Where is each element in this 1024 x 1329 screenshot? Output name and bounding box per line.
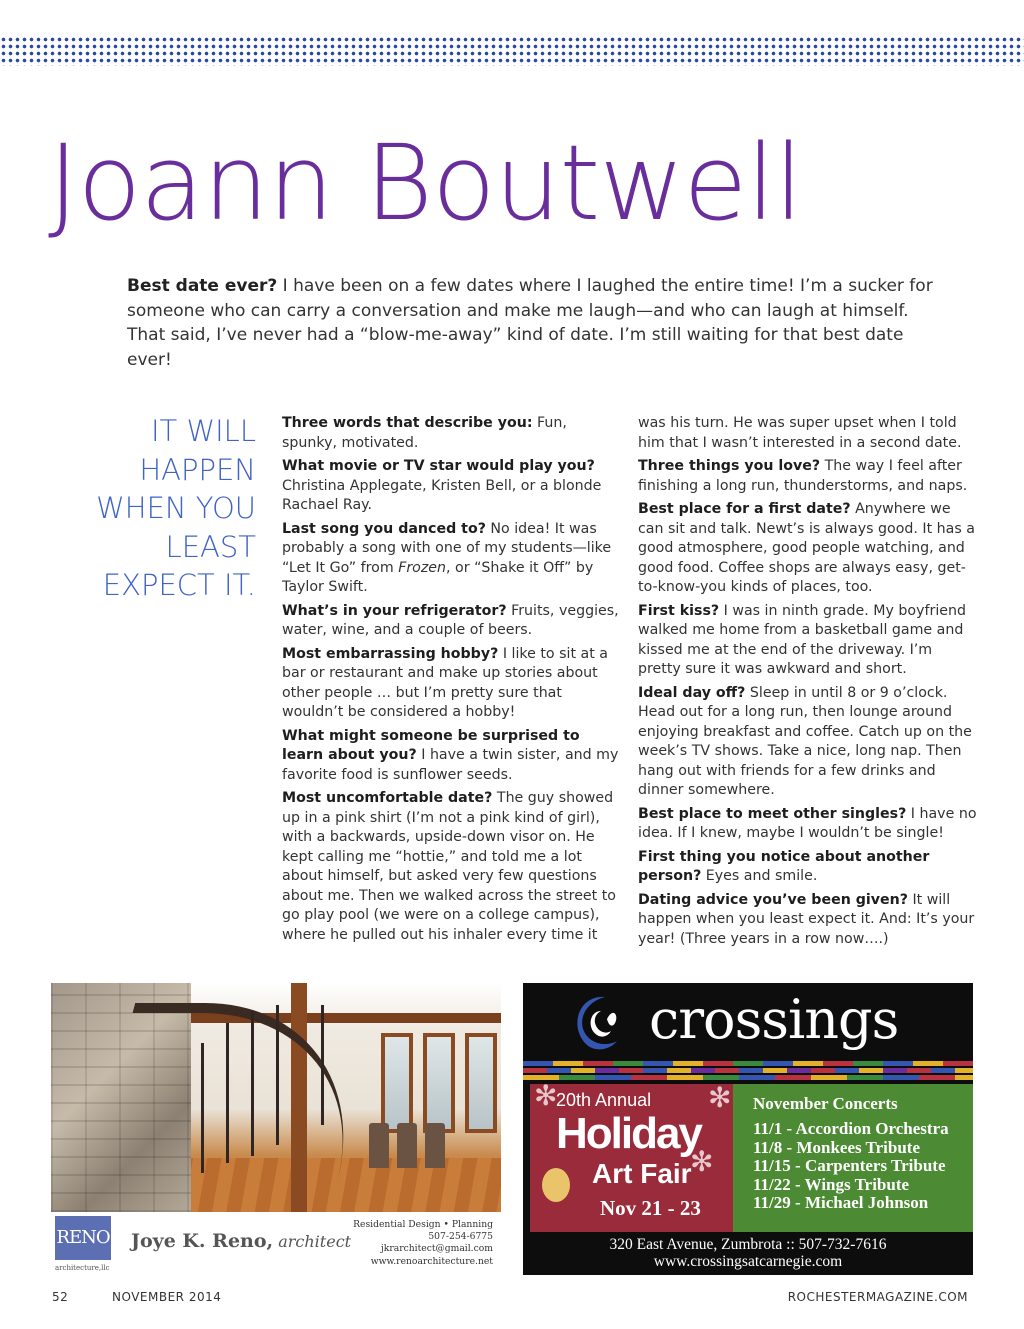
qa-answer: Fruits, veggies, water, wine, and a couple of beers.: [282, 602, 619, 638]
pull-quote-line: WHEN YOU: [96, 491, 256, 525]
qa-answer: Sleep in until 8 or 9 o’clock. Head out for a long run, then lounge around enjoying breakfast and coffee. Catch up on the week’s TV shows. Take a nice, long nap. Then hang out with friends for a few drinks and dinner somewhere.: [638, 684, 972, 798]
qa-question: What movie or TV star would play you?: [282, 458, 595, 474]
pull-quote: [80, 412, 256, 605]
qa-question: First thing you notice about another person?: [638, 848, 930, 884]
qa-answer: Christina Applegate, Kristen Bell, or a blonde Rachael Ray.: [282, 477, 602, 513]
reno-phone: 507-254-6775: [428, 1231, 493, 1243]
reno-logo-subtitle: architecture,llc: [55, 1264, 110, 1272]
holiday-art-fair-panel: [530, 1084, 733, 1232]
concerts-list: [753, 1120, 949, 1213]
qa-item: [282, 457, 622, 516]
decorative-stripes: [523, 1059, 973, 1083]
qa-question: First kiss?: [638, 602, 720, 619]
qa-question: Last song you danced to?: [282, 520, 486, 537]
crossings-logo-icon: [567, 989, 623, 1055]
reno-services: Residential Design • Planning: [353, 1219, 493, 1230]
pull-quote-line: HAPPEN: [139, 452, 256, 487]
concert-item: 11/15 - Carpenters Tribute: [753, 1156, 946, 1175]
qa-question: Three words that describe you:: [282, 415, 533, 431]
page-number: 52: [52, 1290, 69, 1304]
qa-item: [282, 727, 622, 786]
qa-item: [638, 805, 978, 844]
fair-holiday-title: Holiday: [556, 1109, 701, 1158]
qa-item: [282, 520, 622, 598]
fair-dates: Nov 21 - 23: [600, 1196, 701, 1220]
ornament-icon: [542, 1168, 570, 1202]
fair-anniversary: 20th Annual: [556, 1090, 652, 1110]
qa-answer: Fun, spunky, motivated.: [282, 415, 567, 451]
crossings-ad[interactable]: [523, 983, 973, 1275]
qa-answer: was his turn. He was super upset when I told him that I wasn’t interested in a second date.: [638, 415, 962, 451]
magazine-website[interactable]: ROCHESTERMAGAZINE.COM: [787, 1290, 968, 1304]
qa-question: Ideal day off?: [638, 684, 746, 701]
crossings-contact: [523, 1236, 973, 1270]
snowflake-icon: ✻: [690, 1145, 714, 1178]
qa-question: Best place for a first date?: [638, 501, 851, 517]
intro-paragraph: [127, 274, 947, 372]
snowflake-icon: ✻: [708, 1084, 732, 1114]
qa-question: What’s in your refrigerator?: [282, 602, 507, 619]
qa-answer: The way I feel after finishing a long run, thunderstorms, and naps.: [638, 458, 968, 494]
staircase-interior-photo: [51, 983, 501, 1212]
qa-answer: I have no idea. If I knew, maybe I wouldn’t be single!: [638, 805, 977, 841]
qa-answer: Eyes and smile.: [701, 868, 818, 884]
qa-answer: No idea! It was probably a song with one of my students—like “Let It Go” from: [282, 520, 612, 576]
qa-answer: , or “Shake it Off” by Taylor Swift.: [282, 559, 594, 595]
dotted-header-band: [0, 36, 1024, 66]
qa-question: Dating advice you’ve been given?: [638, 891, 908, 908]
reno-website: www.renoarchitecture.net: [370, 1255, 493, 1267]
crossings-website[interactable]: www.crossingsatcarnegie.com: [653, 1253, 843, 1270]
concert-item: 11/1 - Accordion Orchestra: [753, 1119, 949, 1138]
reno-architect-ad[interactable]: [51, 983, 501, 1276]
crossings-address: 320 East Avenue, Zumbrota :: 507-732-7616: [609, 1236, 887, 1253]
reno-email: jkrarchitect@gmail.com: [380, 1243, 493, 1255]
qa-item: [638, 500, 978, 598]
reno-contact-info: [353, 1219, 493, 1268]
page-title: Joann Boutwell: [48, 122, 803, 244]
qa-column-right: [638, 414, 978, 953]
issue-date: NOVEMBER 2014: [112, 1290, 222, 1304]
qa-item: [282, 414, 622, 453]
architect-title: architect: [273, 1232, 352, 1251]
qa-item: [282, 789, 622, 945]
concert-item: 11/22 - Wings Tribute: [753, 1174, 910, 1194]
reno-ad-footer: [51, 1212, 501, 1276]
qa-item: [638, 684, 978, 801]
architect-name: [131, 1230, 351, 1252]
pull-quote-line: LEAST: [165, 529, 256, 564]
qa-answer-title: Frozen: [398, 559, 447, 576]
pull-quote-line: EXPECT IT.: [102, 568, 256, 602]
fair-art-fair-title: Art Fair: [592, 1158, 692, 1189]
qa-answer: I was in ninth grade. My boyfriend walked me home from a basketball game and kissed me at the end of the driveway. I’m pretty sure it was awkward and short.: [638, 602, 966, 677]
qa-item: [638, 457, 978, 496]
qa-item: [282, 602, 622, 641]
qa-question: Three things you love?: [638, 458, 821, 474]
qa-question: What might someone be surprised to learn about you?: [282, 727, 580, 763]
qa-question: Best place to meet other singles?: [638, 805, 907, 822]
qa-answer: Anywhere we can sit and talk. Newt’s is always good. It has a good atmosphere, good people watching, and good food. Coffee shops are always easy, get-to-know-you kinds of places, too.: [638, 501, 975, 595]
architect-name-text: Joye K. Reno,: [131, 1230, 274, 1252]
crossings-name: crossings: [649, 988, 899, 1051]
qa-question: Most uncomfortable date?: [282, 790, 493, 806]
concert-item: 11/8 - Monkees Tribute: [753, 1137, 921, 1157]
reno-logo: RENO: [55, 1216, 111, 1260]
qa-answer: It will happen when you least expect it. And: It’s your year! (Three years in a row now….): [638, 891, 975, 947]
qa-item: [638, 602, 978, 680]
qa-item: [282, 645, 622, 723]
intro-question: Best date ever?: [127, 276, 278, 296]
intro-answer: I have been on a few dates where I laughed the entire time! I’m a sucker for someone who can carry a conversation and make me laugh—and who can laugh at himself. That said, I’ve never had a “blow-me-away” kind of date. I’m still waiting for that best date ever!: [127, 276, 933, 370]
november-concerts-panel: [733, 1084, 973, 1232]
concerts-title: November Concerts: [753, 1094, 898, 1113]
qa-answer: The guy showed up in a pink shirt (I’m not a pink kind of girl), with a backwards, upside-down visor on. He kept calling me “hottie,” and told me a lot about himself, but asked very few questions about me. Then we walked across the street to go play pool (we were on a college campus), where he pulled out his inhaler every time it: [282, 790, 616, 943]
qa-item: [638, 891, 978, 950]
qa-column-left: [282, 414, 622, 949]
qa-item: [638, 414, 978, 453]
snowflake-icon: ✻: [534, 1084, 558, 1112]
pull-quote-line: IT WILL: [150, 414, 256, 448]
concert-item: 11/29 - Michael Johnson: [753, 1193, 929, 1212]
qa-answer: I like to sit at a bar or restaurant and make up stories about other people … but I’m pretty sure that wouldn’t be considered a hobby!: [282, 645, 608, 720]
qa-item: [638, 848, 978, 887]
qa-answer: I have a twin sister, and my favorite food is sunflower seeds.: [282, 747, 619, 783]
qa-question: Most embarrassing hobby?: [282, 645, 499, 662]
